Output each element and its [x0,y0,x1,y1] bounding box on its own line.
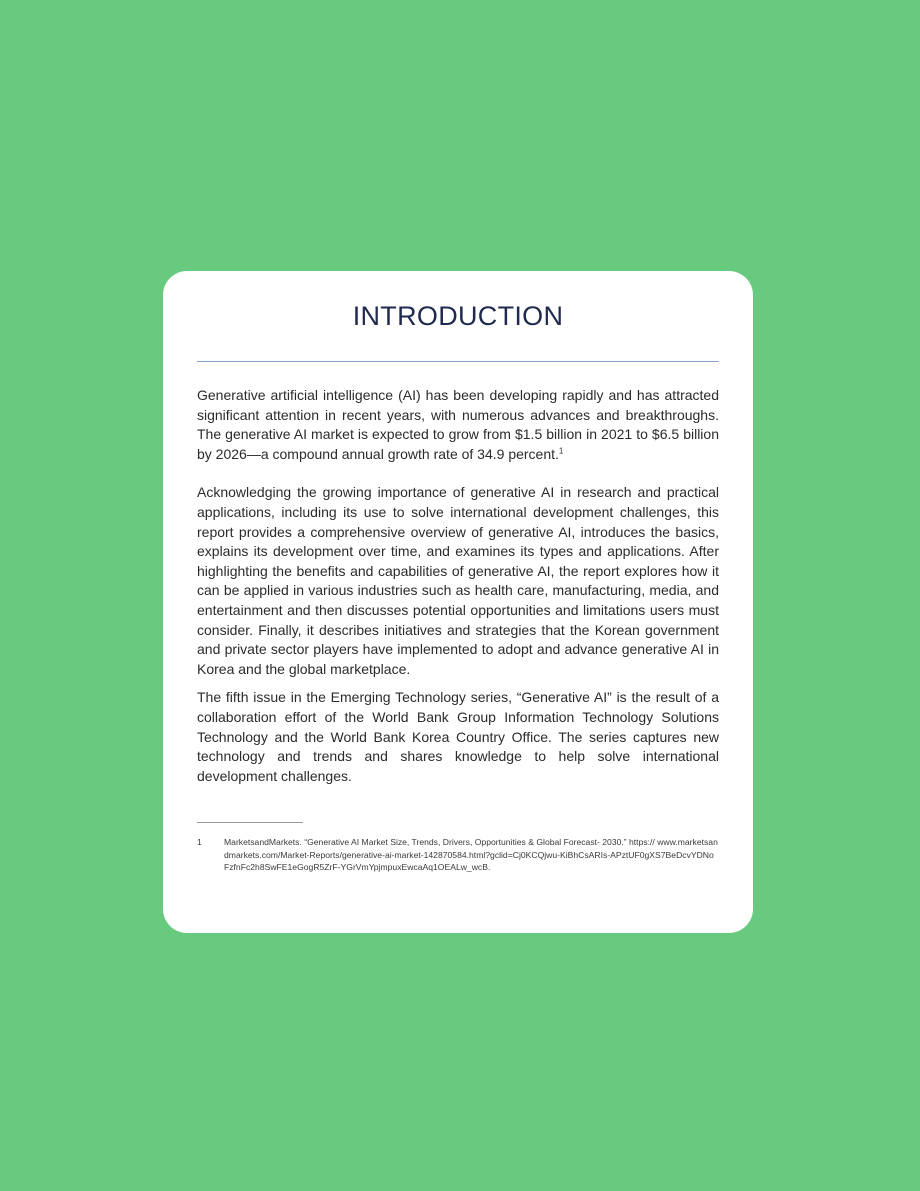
paragraph-1 [197,386,719,464]
footnote-text: MarketsandMarkets. “Generative AI Market Size, Trends, Drivers, Opportunities & Global Forecast- 2030.” https:// www.marketsandmarkets.com/Market-Reports/generative-ai-market-142870584.html?gclid=Cj0KCQjwu-KiBhCsARIs-APztUF0gXS7BeDcvYDNoFzfnFc2h8SwFE1eGogR5ZrF-YGrVmYpjmpuxEwcaAq1OEALw_wcB. [224,837,718,873]
footnote-number: 1 [197,837,202,848]
introduction-card [163,271,753,933]
footnote-divider [197,822,303,823]
paragraph-3: The fifth issue in the Emerging Technology series, “Generative AI” is the result of a collaboration effort of the World Bank Group Information Technology Solutions Technology and the World Bank Korea Country Office. The series captures new technology and trends and shares knowledge to help solve international development challenges. [197,689,719,784]
title-divider [197,361,719,362]
body-text [197,386,719,786]
paragraph-1-text: Generative artificial intelligence (AI) has been developing rapidly and has attracted significant attention in recent years, with numerous advances and breakthroughs. The generative AI market is expected to grow from $1.5 billion in 2021 to $6.5 billion by 2026—a compound annual growth rate of 34.9 percent. [197,387,719,462]
footnote [197,836,719,874]
page-title: INTRODUCTION [352,301,564,331]
footnote-marker: 1 [558,446,564,456]
paragraph-2: Acknowledging the growing importance of generative AI in research and practical applications, including its use to solve international development challenges, this report provides a comprehensive overview of generative AI, introduces the basics, explains its development over time, and examines its types and applications. After highlighting the benefits and capabilities of generative AI, the report explores how it can be applied in various industries such as health care, manufacturing, media, and entertainment and then discusses potential opportunities and limitations users must consider. Finally, it describes initiatives and strategies that the Korean government and private sector players have implemented to adopt and advance generative AI in Korea and the global marketplace. [197,484,719,677]
